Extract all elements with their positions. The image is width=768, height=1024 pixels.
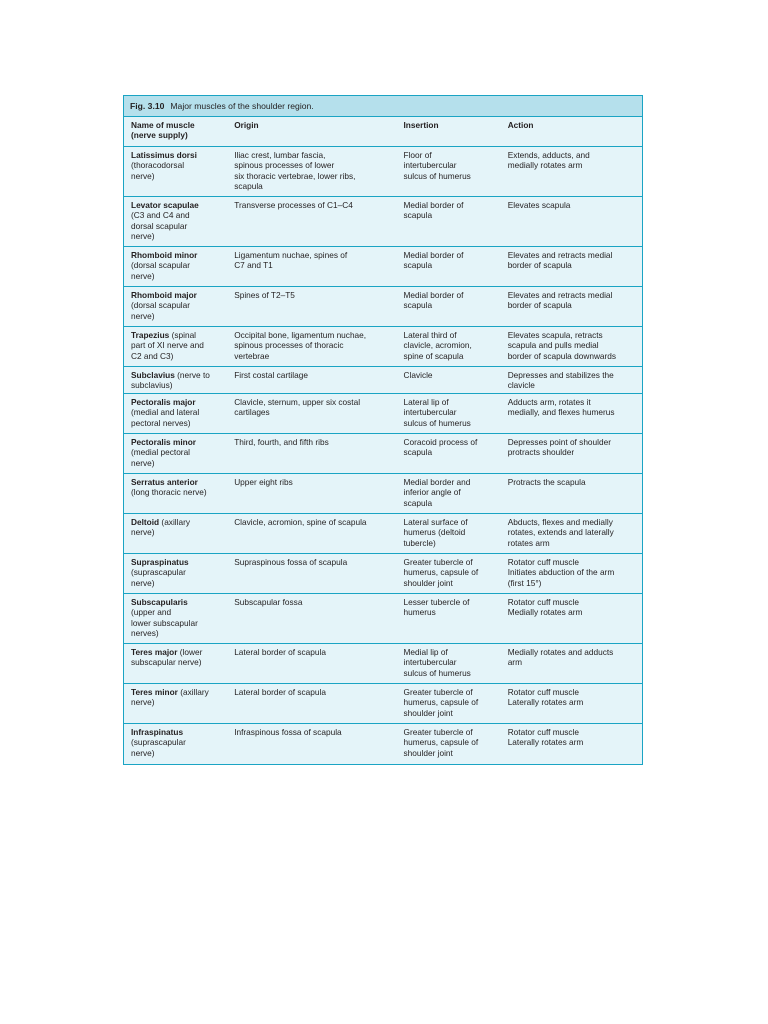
action-cell: Elevates scapula	[501, 197, 642, 247]
nerve-supply: (medial and lateral pectoral nerves)	[131, 407, 200, 428]
muscle-name: Rhomboid major	[131, 290, 197, 300]
insertion-cell: Medial border and inferior angle of scapula	[397, 474, 501, 514]
insertion-cell: Lateral surface of humerus (deltoid tubercle)	[397, 514, 501, 554]
muscle-name: Latissimus dorsi	[131, 150, 197, 160]
muscle-name: Levator scapulae	[131, 200, 199, 210]
nerve-supply: (medial pectoral nerve)	[131, 447, 191, 468]
header-origin: Origin	[227, 117, 396, 147]
insertion-cell: Medial border of scapula	[397, 247, 501, 287]
insertion-cell: Greater tubercle of humerus, capsule of shoulder joint	[397, 684, 501, 724]
table-row	[124, 327, 642, 367]
muscle-name: Deltoid	[131, 517, 160, 527]
insertion-cell: Floor of intertubercular sulcus of humerus	[397, 147, 501, 197]
action-cell: Medially rotates and adducts arm	[501, 644, 642, 684]
table-row	[124, 367, 642, 394]
muscle-name: Teres major	[131, 647, 178, 657]
origin-cell: Transverse processes of C1–C4	[227, 197, 396, 247]
origin-cell: Iliac crest, lumbar fascia, spinous processes of lower six thoracic vertebrae, lower ribs, scapula	[227, 147, 396, 197]
header-name: Name of muscle (nerve supply)	[124, 117, 227, 147]
muscle-name: Pectoralis major	[131, 397, 196, 407]
muscle-name-cell	[124, 287, 227, 327]
origin-cell: Lateral border of scapula	[227, 684, 396, 724]
insertion-cell: Clavicle	[397, 367, 501, 394]
header-action: Action	[501, 117, 642, 147]
muscles-table	[124, 117, 642, 764]
nerve-supply: (C3 and C4 and dorsal scapular nerve)	[131, 210, 190, 242]
action-cell: Depresses point of shoulder protracts shoulder	[501, 434, 642, 474]
insertion-cell: Lateral third of clavicle, acromion, spine of scapula	[397, 327, 501, 367]
muscle-name-cell	[124, 594, 227, 644]
nerve-supply: (upper and lower subscapular nerves)	[131, 607, 198, 639]
insertion-cell: Medial lip of intertubercular sulcus of humerus	[397, 644, 501, 684]
figure-label: Fig. 3.10	[130, 101, 165, 111]
muscle-name-cell	[124, 644, 227, 684]
table-row	[124, 594, 642, 644]
insertion-cell: Lateral lip of intertubercular sulcus of humerus	[397, 394, 501, 434]
table-body	[124, 147, 642, 764]
table-row	[124, 684, 642, 724]
origin-cell: Clavicle, sternum, upper six costal cartilages	[227, 394, 396, 434]
nerve-supply: (axillary nerve)	[131, 517, 191, 538]
nerve-supply: (suprascapular nerve)	[131, 567, 186, 588]
muscle-name: Subscapularis	[131, 597, 188, 607]
nerve-supply: (nerve to subclavius)	[131, 370, 210, 391]
muscle-name: Pectoralis minor	[131, 437, 197, 447]
origin-cell: First costal cartilage	[227, 367, 396, 394]
action-cell: Protracts the scapula	[501, 474, 642, 514]
origin-cell: Ligamentum nuchae, spines of C7 and T1	[227, 247, 396, 287]
muscle-name: Supraspinatus	[131, 557, 189, 567]
insertion-cell: Coracoid process of scapula	[397, 434, 501, 474]
table-row	[124, 644, 642, 684]
muscle-name-cell	[124, 724, 227, 764]
nerve-supply: (long thoracic nerve)	[131, 487, 207, 498]
origin-cell: Spines of T2–T5	[227, 287, 396, 327]
figure-caption	[124, 96, 642, 117]
insertion-cell: Greater tubercle of humerus, capsule of shoulder joint	[397, 554, 501, 594]
action-cell: Rotator cuff muscle Initiates abduction of the arm (first 15°)	[501, 554, 642, 594]
muscle-name-cell	[124, 554, 227, 594]
table-row	[124, 474, 642, 514]
table-row	[124, 724, 642, 764]
origin-cell: Clavicle, acromion, spine of scapula	[227, 514, 396, 554]
figure-title: Major muscles of the shoulder region.	[170, 101, 314, 111]
table-row	[124, 147, 642, 197]
action-cell: Elevates and retracts medial border of scapula	[501, 247, 642, 287]
nerve-supply: (lower subscapular nerve)	[131, 647, 203, 668]
table-row	[124, 394, 642, 434]
muscle-name-cell	[124, 474, 227, 514]
muscle-name: Subclavius	[131, 370, 175, 380]
action-cell: Elevates scapula, retracts scapula and pulls medial border of scapula downwards	[501, 327, 642, 367]
table-row	[124, 287, 642, 327]
action-cell: Extends, adducts, and medially rotates arm	[501, 147, 642, 197]
muscle-name-cell	[124, 367, 227, 394]
action-cell: Rotator cuff muscle Medially rotates arm	[501, 594, 642, 644]
action-cell: Adducts arm, rotates it medially, and flexes humerus	[501, 394, 642, 434]
table-row	[124, 247, 642, 287]
muscle-name-cell	[124, 514, 227, 554]
origin-cell: Lateral border of scapula	[227, 644, 396, 684]
muscle-name-cell	[124, 247, 227, 287]
nerve-supply: (suprascapular nerve)	[131, 737, 186, 758]
figure-table-box	[123, 95, 643, 765]
action-cell: Rotator cuff muscle Laterally rotates arm	[501, 684, 642, 724]
origin-cell: Occipital bone, ligamentum nuchae, spinous processes of thoracic vertebrae	[227, 327, 396, 367]
muscle-name-cell	[124, 684, 227, 724]
table-row	[124, 197, 642, 247]
action-cell: Abducts, flexes and medially rotates, extends and laterally rotates arm	[501, 514, 642, 554]
muscle-name-cell	[124, 434, 227, 474]
muscle-name: Teres minor	[131, 687, 178, 697]
muscle-name-cell	[124, 394, 227, 434]
action-cell: Elevates and retracts medial border of scapula	[501, 287, 642, 327]
insertion-cell: Lesser tubercle of humerus	[397, 594, 501, 644]
table-row	[124, 434, 642, 474]
table-row	[124, 514, 642, 554]
nerve-supply: (axillary nerve)	[131, 687, 209, 708]
action-cell: Rotator cuff muscle Laterally rotates arm	[507, 727, 584, 748]
insertion-cell: Greater tubercle of humerus, capsule of shoulder joint	[403, 727, 479, 758]
muscle-name-cell	[124, 147, 227, 197]
nerve-supply: (dorsal scapular nerve)	[131, 260, 191, 281]
muscle-name-cell	[124, 327, 227, 367]
table-header-row	[124, 117, 642, 147]
insertion-cell: Medial border of scapula	[397, 287, 501, 327]
nerve-supply: (dorsal scapular nerve)	[131, 300, 191, 321]
origin-cell: Infraspinous fossa of scapula	[234, 727, 342, 737]
muscle-name-cell	[124, 197, 227, 247]
table-row	[124, 554, 642, 594]
origin-cell: Third, fourth, and fifth ribs	[227, 434, 396, 474]
origin-cell: Supraspinous fossa of scapula	[227, 554, 396, 594]
nerve-supply: (thoracodorsal nerve)	[131, 160, 185, 181]
muscle-name: Rhomboid minor	[131, 250, 198, 260]
action-cell: Depresses and stabilizes the clavicle	[501, 367, 642, 394]
insertion-cell: Medial border of scapula	[397, 197, 501, 247]
muscle-name: Serratus anterior	[131, 477, 198, 487]
header-insertion: Insertion	[397, 117, 501, 147]
muscle-name: Infraspinatus	[131, 727, 184, 737]
nerve-supply: (spinal part of XI nerve and C2 and C3)	[131, 330, 204, 361]
origin-cell: Upper eight ribs	[227, 474, 396, 514]
muscle-name: Trapezius	[131, 330, 170, 340]
origin-cell: Subscapular fossa	[227, 594, 396, 644]
